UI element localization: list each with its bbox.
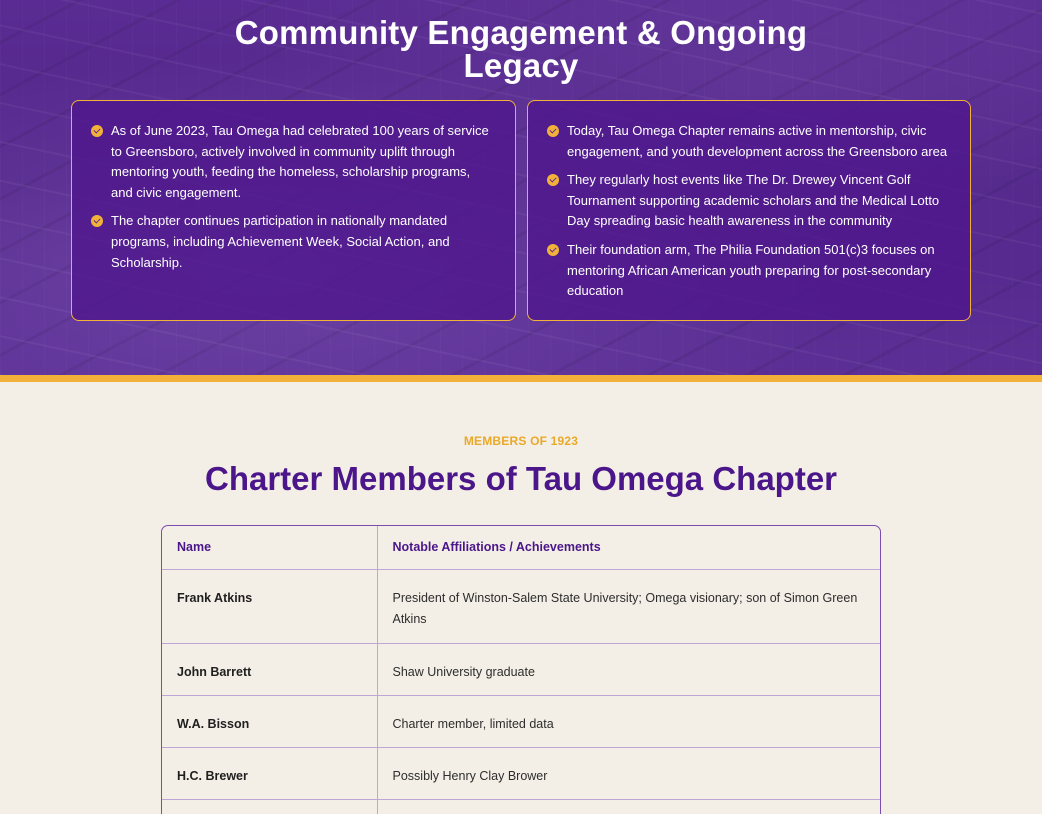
- list-item: [547, 170, 954, 232]
- check-circle-icon: [547, 125, 559, 137]
- legacy-card-right: [527, 100, 971, 321]
- column-header-name: Name: [162, 526, 377, 569]
- section-divider: [0, 375, 1042, 382]
- table-header-row: [162, 526, 880, 569]
- table-row: [162, 799, 880, 814]
- table-row: [162, 569, 880, 643]
- list-item: [91, 121, 495, 203]
- member-note: Possibly Henry Clay Brower: [377, 747, 880, 799]
- member-name: H.C. Brewer: [162, 747, 377, 799]
- check-circle-icon: [547, 244, 559, 256]
- bullet-text: As of June 2023, Tau Omega had celebrated 100 years of service to Greensboro, actively involved in community uplift through mentoring youth, feeding the homeless, scholarship programs, and civic engagement.: [111, 123, 489, 200]
- bullet-text: Today, Tau Omega Chapter remains active in mentorship, civic engagement, and youth development across the Greensboro area: [567, 123, 948, 159]
- legacy-card-left: [71, 100, 516, 321]
- list-item: [547, 240, 954, 302]
- member-note: [377, 799, 880, 814]
- member-name: John Barrett: [162, 643, 377, 695]
- check-circle-icon: [91, 215, 103, 227]
- check-circle-icon: [91, 125, 103, 137]
- column-header-affiliations: Notable Affiliations / Achievements: [377, 526, 880, 569]
- list-item: [547, 121, 954, 162]
- bullet-text: They regularly host events like The Dr. Drewey Vincent Golf Tournament supporting academic scholars and the Medical Lotto Day spreading basic health awareness in the community: [567, 172, 940, 229]
- member-note: President of Winston-Salem State University; Omega visionary; son of Simon Green Atkins: [377, 569, 880, 643]
- hero-title-line2: Legacy: [463, 47, 579, 84]
- hero-title: [0, 16, 1042, 82]
- section-title: Charter Members of Tau Omega Chapter: [204, 460, 838, 497]
- member-name: [162, 799, 377, 814]
- bullet-text: The chapter continues participation in nationally mandated programs, including Achievement Week, Social Action, and Scholarship.: [111, 213, 450, 270]
- hero-section: [0, 0, 1042, 376]
- table-row: [162, 695, 880, 747]
- member-name: Frank Atkins: [162, 569, 377, 643]
- bullet-text: Their foundation arm, The Philia Foundation 501(c)3 focuses on mentoring African American youth preparing for post-secondary education: [567, 241, 935, 299]
- table-row: [162, 747, 880, 799]
- check-circle-icon: [547, 174, 559, 186]
- table-row: [162, 643, 880, 695]
- hero-title-line1: Community Engagement & Ongoing: [234, 14, 808, 51]
- member-name: W.A. Bisson: [162, 695, 377, 747]
- charter-members-table: [161, 525, 881, 814]
- member-note: Charter member, limited data: [377, 695, 880, 747]
- section-eyebrow: MEMBERS OF 1923: [463, 434, 579, 448]
- member-note: Shaw University graduate: [377, 643, 880, 695]
- list-item: [91, 211, 495, 273]
